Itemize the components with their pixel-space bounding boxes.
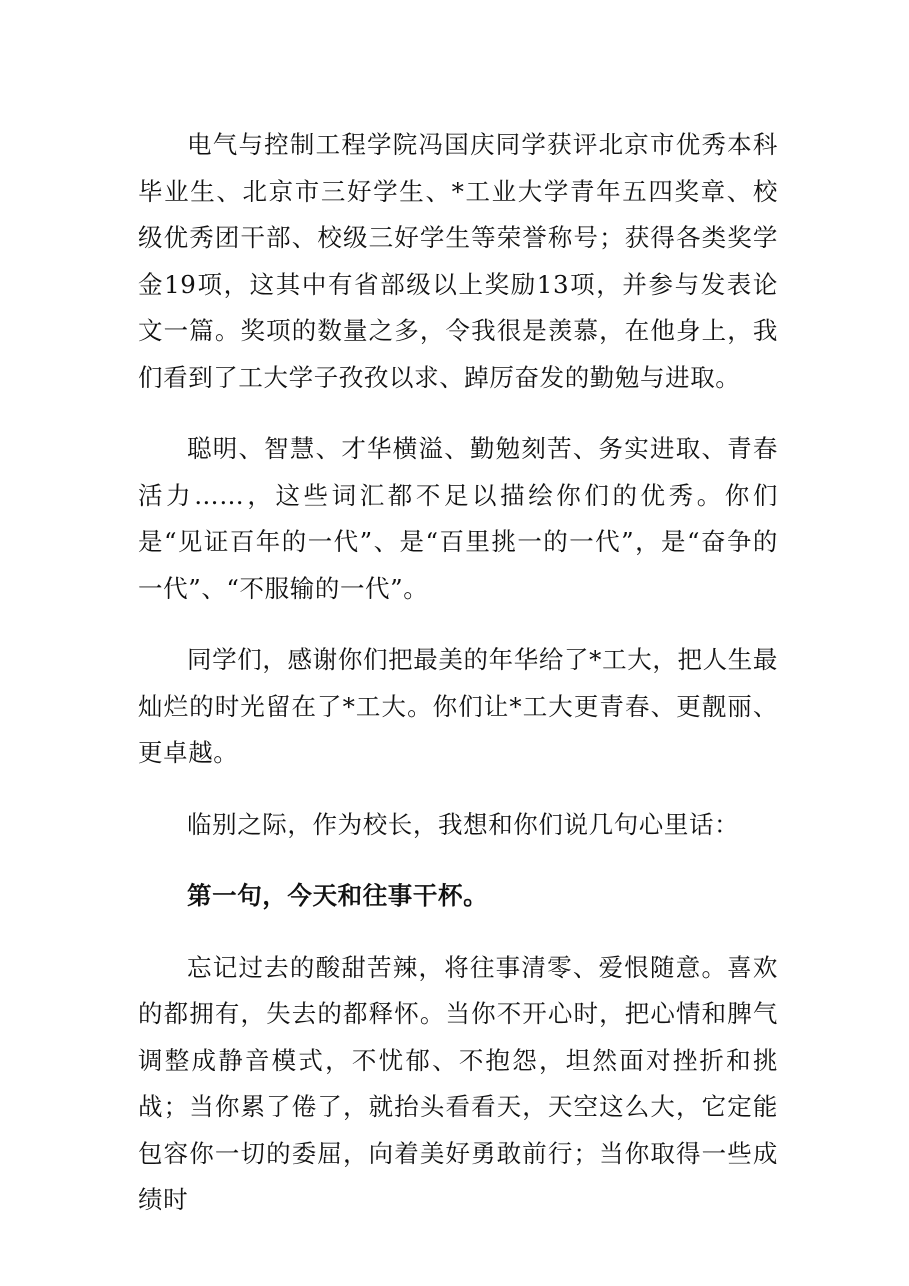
section-heading-first: 第一句，今天和往事干杯。 <box>187 881 489 910</box>
paragraph-praise-generation: 聪明、智慧、才华横溢、勤勉刻苦、务实进取、青春活力……，这些词汇都不足以描绘你们的优秀。你们是“见证百年的一代”、是“百里挑一的一代”，是“奋争的一代”、“不服输的一代”。 <box>138 434 778 603</box>
paragraph-award-student: 电气与控制工程学院冯国庆同学获评北京市优秀本科毕业生、北京市三好学生、*工业大学青年五四奖章、校级优秀团干部、校级三好学生等荣誉称号；获得各类奖学金19项，这其中有省部级以上奖励13项，并参与发表论文一篇。奖项的数量之多，令我很是羡慕，在他身上，我们看到了工大学子孜孜以求、踔厉奋发的勤勉与进取。 <box>138 130 778 392</box>
paragraph-thanks: 同学们，感谢你们把最美的年华给了*工大，把人生最灿烂的时光留在了*工大。你们让*工大更青春、更靓丽、更卓越。 <box>138 645 778 767</box>
document-body <box>138 122 778 1224</box>
paragraph-forget-past: 忘记过去的酸甜苦辣，将往事清零、爱恨随意。喜欢的都拥有，失去的都释怀。当你不开心时，把心情和脾气调整成静音模式，不忧郁、不抱怨，坦然面对挫折和挑战；当你累了倦了，就抬头看看天，天空这么大，它定能包容你一切的委屈，向着美好勇敢前行；当你取得一些成绩时 <box>138 952 778 1214</box>
paragraph-farewell-intro: 临别之际，作为校长，我想和你们说几句心里话： <box>187 809 740 839</box>
